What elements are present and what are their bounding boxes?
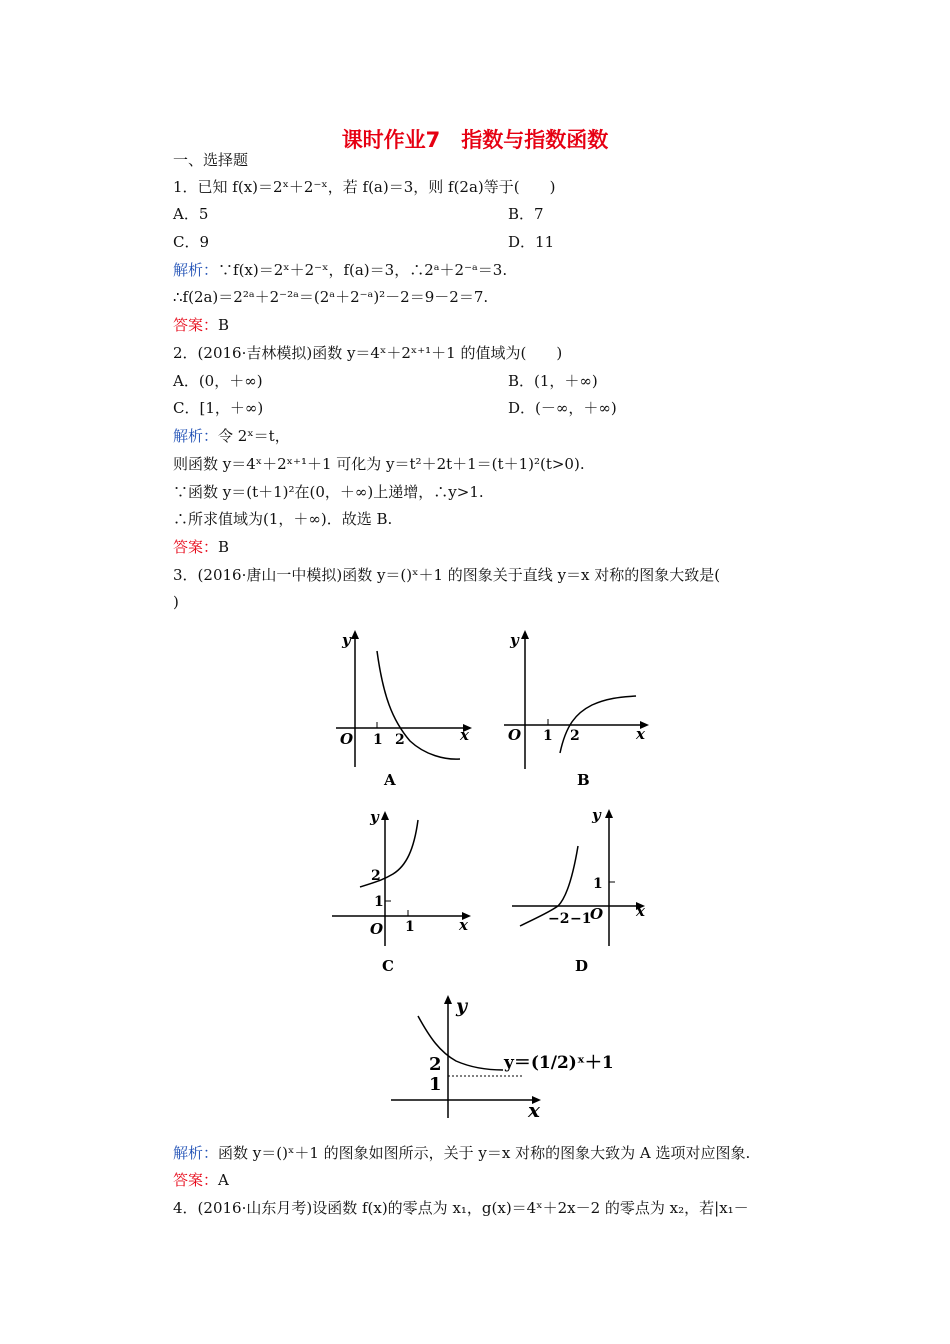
- y-axis-arrow: [381, 811, 389, 820]
- figure-label-b: B: [577, 771, 590, 789]
- q2-option-c: C．[1，＋∞): [173, 399, 264, 417]
- graph-option-c: [328, 800, 478, 978]
- q1-option-d: D．11: [508, 233, 555, 251]
- q1-answer-value: B: [218, 316, 230, 334]
- q2-option-b: B．(1，＋∞): [508, 372, 598, 390]
- q2-answer: [173, 537, 229, 557]
- figure-label-c: C: [382, 957, 394, 975]
- q2-option-a: A．(0，＋∞): [173, 372, 263, 390]
- graph-option-d: [508, 800, 658, 978]
- y-axis-arrow: [521, 630, 529, 639]
- tick-label-2: 2: [371, 868, 381, 884]
- figure-label-a: A: [384, 771, 396, 789]
- q2-solution-line1: [173, 426, 290, 446]
- q3-stem-line2: ): [173, 593, 179, 611]
- q2-solution-line3: ∵函数 y＝(t＋1)²在(0，＋∞)上递增，∴y>1.: [173, 483, 484, 501]
- q3-stem-line1: 3．(2016·唐山一中模拟)函数 y＝()ˣ＋1 的图象关于直线 y＝x 对称的图象大致是(: [173, 566, 721, 584]
- q3-answer-label: 答案：: [173, 1171, 219, 1189]
- tick-label-1: 1: [373, 732, 383, 748]
- origin-label: O: [590, 905, 604, 923]
- y-label: y: [456, 995, 468, 1017]
- q1-option-a: A．5: [173, 205, 209, 223]
- q1-answer: [173, 315, 229, 335]
- y-label: y: [592, 806, 601, 824]
- origin-label: O: [508, 726, 522, 744]
- q1-option-b: B．7: [508, 205, 544, 223]
- graph-option-b: [500, 625, 660, 795]
- curve: [377, 651, 460, 759]
- q2-solution-line4: ∴所求值域为(1，＋∞)．故选 B.: [173, 510, 393, 528]
- q2-answer-label: 答案：: [173, 538, 219, 556]
- tick-label-x1: 1: [405, 919, 415, 935]
- y-axis-arrow: [444, 995, 452, 1004]
- page-title: 课时作业7 指数与指数函数: [341, 128, 609, 152]
- q2-answer-value: B: [218, 538, 230, 556]
- x-label: x: [636, 902, 645, 920]
- tick-label-1: 1: [429, 1074, 442, 1095]
- q1-solution-text1: ∵f(x)＝2ˣ＋2⁻ˣ，f(a)＝3，∴2ᵃ＋2⁻ᵃ＝3.: [218, 261, 508, 279]
- tick-label-2: 2: [429, 1054, 442, 1075]
- x-label: x: [459, 916, 468, 934]
- tick-label-m1: −1: [570, 911, 592, 927]
- x-label: x: [636, 725, 645, 743]
- origin-label: O: [370, 920, 384, 938]
- y-axis-arrow: [351, 630, 359, 639]
- q3-answer-value: A: [218, 1171, 229, 1189]
- q1-answer-label: 答案：: [173, 316, 219, 334]
- graph-reference-curve: [388, 990, 628, 1125]
- q1-solution-line1: [173, 260, 507, 280]
- curve: [360, 820, 418, 887]
- graph-option-a: [330, 625, 480, 795]
- x-label: x: [460, 726, 469, 744]
- tick-label-2: 2: [570, 728, 580, 744]
- section-heading: 一、选择题: [173, 151, 249, 169]
- tick-label-2: 2: [395, 732, 405, 748]
- q3-solution-text: 函数 y＝()ˣ＋1 的图象如图所示，关于 y＝x 对称的图象大致为 A 选项对应图象.: [218, 1144, 751, 1162]
- q1-solution-label: 解析：: [173, 261, 219, 279]
- q2-solution-text1: 令 2ˣ＝t，: [218, 427, 290, 445]
- q1-option-c: C．9: [173, 233, 210, 251]
- q2-solution-line2: 则函数 y＝4ˣ＋2ˣ⁺¹＋1 可化为 y＝t²＋2t＋1＝(t＋1)²(t>0).: [173, 455, 585, 473]
- q3-solution: [173, 1143, 750, 1163]
- q3-solution-label: 解析：: [173, 1144, 219, 1162]
- x-label: x: [528, 1098, 540, 1122]
- q2-solution-label: 解析：: [173, 427, 219, 445]
- q1-solution-line2: ∴f(2a)＝2²ᵃ＋2⁻²ᵃ＝(2ᵃ＋2⁻ᵃ)²－2＝9－2＝7.: [173, 288, 489, 306]
- y-label: y: [510, 631, 519, 649]
- origin-label: O: [340, 730, 354, 748]
- y-label: y: [342, 631, 351, 649]
- y-axis-arrow: [605, 809, 613, 818]
- tick-label-m2: −2: [548, 911, 570, 927]
- y-label: y: [370, 808, 379, 826]
- tick-label-y1: 1: [374, 894, 384, 910]
- q2-option-d: D．(－∞，＋∞): [508, 399, 617, 417]
- q4-stem: 4．(2016·山东月考)设函数 f(x)的零点为 x₁，g(x)＝4ˣ＋2x－2 的零点为 x₂，若|x₁－: [173, 1199, 749, 1217]
- q1-stem: 1．已知 f(x)＝2ˣ＋2⁻ˣ，若 f(a)＝3，则 f(2a)等于( ): [173, 178, 556, 196]
- tick-label-1: 1: [543, 728, 553, 744]
- q3-answer: [173, 1170, 229, 1190]
- q2-stem: 2．(2016·吉林模拟)函数 y＝4ˣ＋2ˣ⁺¹＋1 的值域为( ): [173, 344, 563, 362]
- figure-label-d: D: [575, 957, 589, 975]
- tick-label-y1: 1: [593, 876, 603, 892]
- curve-equation-label: y＝(1/2)ˣ＋1: [504, 1053, 614, 1073]
